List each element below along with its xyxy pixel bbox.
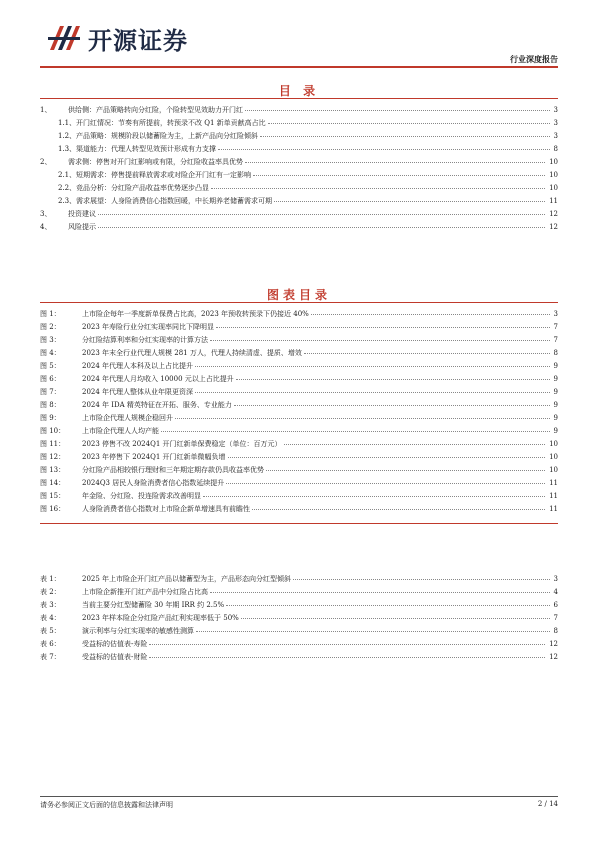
page-number: 2 / 14	[537, 800, 558, 808]
report-type-label: 行业深度报告	[510, 55, 558, 64]
figures-title-rule	[40, 302, 558, 303]
entry-page: 8	[553, 349, 558, 357]
entry-title: 竞品分析：分红险产品收益率优势逐步凸显	[76, 184, 209, 192]
table-entry[interactable]	[40, 573, 558, 586]
brand-logo	[46, 18, 246, 58]
figure-entry[interactable]	[40, 438, 558, 451]
toc-entry[interactable]	[40, 221, 558, 234]
entry-number: 表 5：	[40, 627, 61, 635]
dot-leader	[245, 162, 545, 163]
figure-table-divider	[40, 523, 558, 524]
table-list	[40, 573, 558, 664]
entry-page: 9	[553, 427, 558, 435]
entry-title: 上市险企每年一季度新单保费占比高，2023 年预收转预录下仍接近 40%	[82, 310, 309, 318]
entry-page: 12	[549, 210, 558, 218]
dot-leader	[195, 392, 549, 393]
entry-number: 4、	[40, 223, 52, 231]
dot-leader	[274, 201, 545, 202]
brand-mark-icon	[46, 20, 82, 56]
figure-entry[interactable]	[40, 308, 558, 321]
entry-number: 图 8：	[40, 401, 61, 409]
dot-leader	[226, 605, 549, 606]
table-entry[interactable]	[40, 638, 558, 651]
entry-page: 10	[549, 171, 558, 179]
figure-entry[interactable]	[40, 490, 558, 503]
figure-entry[interactable]	[40, 347, 558, 360]
dot-leader	[252, 509, 545, 510]
dot-leader	[268, 123, 550, 124]
entry-title: 短期需求：停售提前释放需求或对险企开门红有一定影响	[76, 171, 251, 179]
entry-title: 2025 年上市险企开门红产品以储蓄型为主，产品形态向分红型倾斜	[82, 575, 292, 583]
entry-number: 图 2：	[40, 323, 61, 331]
entry-page: 3	[553, 575, 558, 583]
figure-entry[interactable]	[40, 334, 558, 347]
entry-title: 分红险产品相较银行理财和三年期定期存款仍具收益率优势	[82, 466, 264, 474]
entry-number: 图 7：	[40, 388, 61, 396]
entry-number: 2.1、	[58, 171, 77, 179]
figure-entry[interactable]	[40, 477, 558, 490]
entry-title: 2023 年停售下 2024Q1 开门红新单微幅负增	[82, 453, 226, 461]
entry-title: 2024 年 IDA 精英特征在开拓、服务、专业能力	[82, 401, 232, 409]
dot-leader	[210, 340, 550, 341]
entry-page: 7	[553, 336, 558, 344]
entry-title: 2024Q3 居民人身险消费者信心指数延续提升	[82, 479, 225, 487]
toc-entry[interactable]	[40, 130, 558, 143]
dot-leader	[203, 496, 545, 497]
dot-leader	[149, 644, 545, 645]
entry-page: 9	[553, 414, 558, 422]
entry-page: 12	[549, 653, 558, 661]
entry-page: 10	[549, 440, 558, 448]
entry-number: 图 14：	[40, 479, 66, 487]
dot-leader	[284, 444, 546, 445]
entry-number: 图 16：	[40, 505, 66, 513]
entry-number: 1、	[40, 106, 52, 114]
toc-entry[interactable]	[40, 156, 558, 169]
table-entry[interactable]	[40, 612, 558, 625]
entry-number: 图 4：	[40, 349, 61, 357]
figure-list	[40, 308, 558, 516]
entry-number: 图 9：	[40, 414, 61, 422]
entry-page: 8	[553, 145, 558, 153]
header-divider	[40, 66, 558, 68]
dot-leader	[253, 175, 545, 176]
entry-title: 2023 年寿险行业分红实现率同比下降明显	[82, 323, 215, 331]
dot-leader	[216, 327, 549, 328]
dot-leader	[236, 379, 550, 380]
entry-page: 12	[549, 640, 558, 648]
dot-leader	[293, 579, 549, 580]
toc-entry[interactable]	[40, 143, 558, 156]
figure-entry[interactable]	[40, 386, 558, 399]
figure-entry[interactable]	[40, 451, 558, 464]
entry-title: 供给侧：产品策略转向分红险，个险转型见效助力开门红	[68, 106, 243, 114]
entry-title: 需求展望：人身险消费信心指数回暖，中长期养老储蓄需求可期	[76, 197, 272, 205]
entry-number: 表 4：	[40, 614, 61, 622]
entry-number: 1.3、	[58, 145, 77, 153]
entry-number: 1.2、	[58, 132, 77, 140]
entry-title: 投资建议	[68, 210, 96, 218]
entry-number: 2、	[40, 158, 52, 166]
dot-leader	[260, 136, 550, 137]
entry-number: 表 7：	[40, 653, 61, 661]
dot-leader	[266, 470, 545, 471]
entry-number: 表 1：	[40, 575, 61, 583]
entry-title: 风险提示	[68, 223, 96, 231]
entry-number: 3、	[40, 210, 52, 218]
entry-title: 演示利率与分红实现率的敏感性测算	[82, 627, 194, 635]
entry-page: 11	[549, 492, 558, 500]
entry-page: 3	[553, 310, 558, 318]
figure-entry[interactable]	[40, 503, 558, 516]
entry-page: 3	[553, 132, 558, 140]
brand-name: 开源证券	[88, 26, 188, 55]
entry-title: 2023 年样本险企分红险产品红利实现率低于 50%	[82, 614, 239, 622]
footer-divider	[40, 796, 558, 797]
dot-leader	[245, 110, 550, 111]
dot-leader	[234, 405, 550, 406]
table-entry[interactable]	[40, 625, 558, 638]
entry-number: 表 6：	[40, 640, 61, 648]
dot-leader	[226, 483, 545, 484]
table-entry[interactable]	[40, 586, 558, 599]
toc-list	[40, 104, 558, 234]
table-entry[interactable]	[40, 599, 558, 612]
entry-title: 渠道能力：代理人转型见效预计形成有力支撑	[76, 145, 216, 153]
entry-title: 年金险、分红险、投连险需求改善明显	[82, 492, 201, 500]
entry-page: 7	[553, 323, 558, 331]
entry-number: 图 6：	[40, 375, 61, 383]
entry-title: 受益标的估值表-寿险	[82, 640, 148, 648]
dot-leader	[149, 657, 545, 658]
figure-entry[interactable]	[40, 399, 558, 412]
entry-title: 2023 年末全行业代理人规模 281 万人，代理人持续清虚、提质、增效	[82, 349, 302, 357]
entry-page: 3	[553, 119, 558, 127]
page-header	[40, 14, 558, 70]
entry-title: 开门红情况：节奏有所提前，转预录不改 Q1 新单贡献高占比	[76, 119, 266, 127]
entry-title: 分红险结算利率和分红实现率的计算方法	[82, 336, 208, 344]
dot-leader	[304, 353, 550, 354]
entry-page: 9	[553, 388, 558, 396]
entry-title: 2024 年代理人本科及以上占比提升	[82, 362, 194, 370]
toc-entry[interactable]	[40, 182, 558, 195]
entry-number: 2.3、	[58, 197, 77, 205]
entry-number: 图 10：	[40, 427, 66, 435]
figure-entry[interactable]	[40, 425, 558, 438]
toc-entry[interactable]	[40, 169, 558, 182]
figures-title: 图表目录	[266, 288, 331, 302]
entry-page: 9	[553, 362, 558, 370]
entry-title: 上市险企代理人规模企稳回升	[82, 414, 173, 422]
entry-page: 11	[549, 505, 558, 513]
toc-entry[interactable]	[40, 117, 558, 130]
dot-leader	[241, 618, 550, 619]
toc-entry[interactable]	[40, 195, 558, 208]
toc-entry[interactable]	[40, 208, 558, 221]
toc-title: 目 录	[278, 84, 320, 98]
entry-title: 当前主要分红型储蓄险 30 年期 IRR 约 2.5%	[82, 601, 225, 609]
entry-page: 4	[553, 588, 558, 596]
entry-number: 2.2、	[58, 184, 77, 192]
entry-number: 表 3：	[40, 601, 61, 609]
dot-leader	[210, 592, 550, 593]
table-entry[interactable]	[40, 651, 558, 664]
dot-leader	[211, 188, 545, 189]
entry-number: 1.1、	[58, 119, 77, 127]
entry-title: 上市险企新推开门红产品中分红险占比高	[82, 588, 208, 596]
entry-page: 9	[553, 375, 558, 383]
entry-page: 8	[553, 627, 558, 635]
dot-leader	[195, 366, 549, 367]
entry-page: 10	[549, 158, 558, 166]
entry-page: 11	[549, 479, 558, 487]
entry-title: 产品策略：规模阶段以储蓄险为主，上新产品向分红险倾斜	[76, 132, 258, 140]
entry-page: 10	[549, 453, 558, 461]
entry-number: 图 15：	[40, 492, 66, 500]
figure-entry[interactable]	[40, 360, 558, 373]
toc-entry[interactable]	[40, 104, 558, 117]
figure-entry[interactable]	[40, 412, 558, 425]
entry-number: 图 13：	[40, 466, 66, 474]
figure-entry[interactable]	[40, 373, 558, 386]
entry-page: 10	[549, 184, 558, 192]
entry-title: 人身险消费者信心指数对上市险企新单增速具有前瞻性	[82, 505, 250, 513]
entry-title: 受益标的估值表-财险	[82, 653, 148, 661]
entry-number: 图 1：	[40, 310, 61, 318]
footer-disclaimer: 请务必参阅正文后面的信息披露和法律声明	[40, 801, 173, 809]
entry-title: 2023 停售不改 2024Q1 开门红新单保费稳定（单位：百万元）	[82, 440, 282, 448]
toc-title-rule	[40, 98, 558, 99]
dot-leader	[98, 227, 545, 228]
entry-page: 7	[553, 614, 558, 622]
entry-page: 9	[553, 401, 558, 409]
entry-title: 需求侧：停售对开门红影响或有限，分红险收益率具优势	[68, 158, 243, 166]
entry-title: 上市险企代理人人均产能	[82, 427, 159, 435]
entry-page: 6	[553, 601, 558, 609]
figure-entry[interactable]	[40, 464, 558, 477]
entry-number: 表 2：	[40, 588, 61, 596]
dot-leader	[196, 631, 550, 632]
dot-leader	[98, 214, 545, 215]
dot-leader	[311, 314, 550, 315]
entry-page: 12	[549, 223, 558, 231]
entry-page: 3	[553, 106, 558, 114]
dot-leader	[228, 457, 546, 458]
entry-title: 2024 年代理人整体从业年限更资深	[82, 388, 194, 396]
dot-leader	[175, 418, 550, 419]
entry-title: 2024 年代理人月均收入 10000 元以上占比提升	[82, 375, 234, 383]
figure-entry[interactable]	[40, 321, 558, 334]
dot-leader	[161, 431, 550, 432]
entry-number: 图 5：	[40, 362, 61, 370]
entry-page: 11	[549, 197, 558, 205]
dot-leader	[218, 149, 550, 150]
entry-page: 10	[549, 466, 558, 474]
entry-number: 图 3：	[40, 336, 61, 344]
entry-number: 图 11：	[40, 440, 66, 448]
entry-number: 图 12：	[40, 453, 66, 461]
